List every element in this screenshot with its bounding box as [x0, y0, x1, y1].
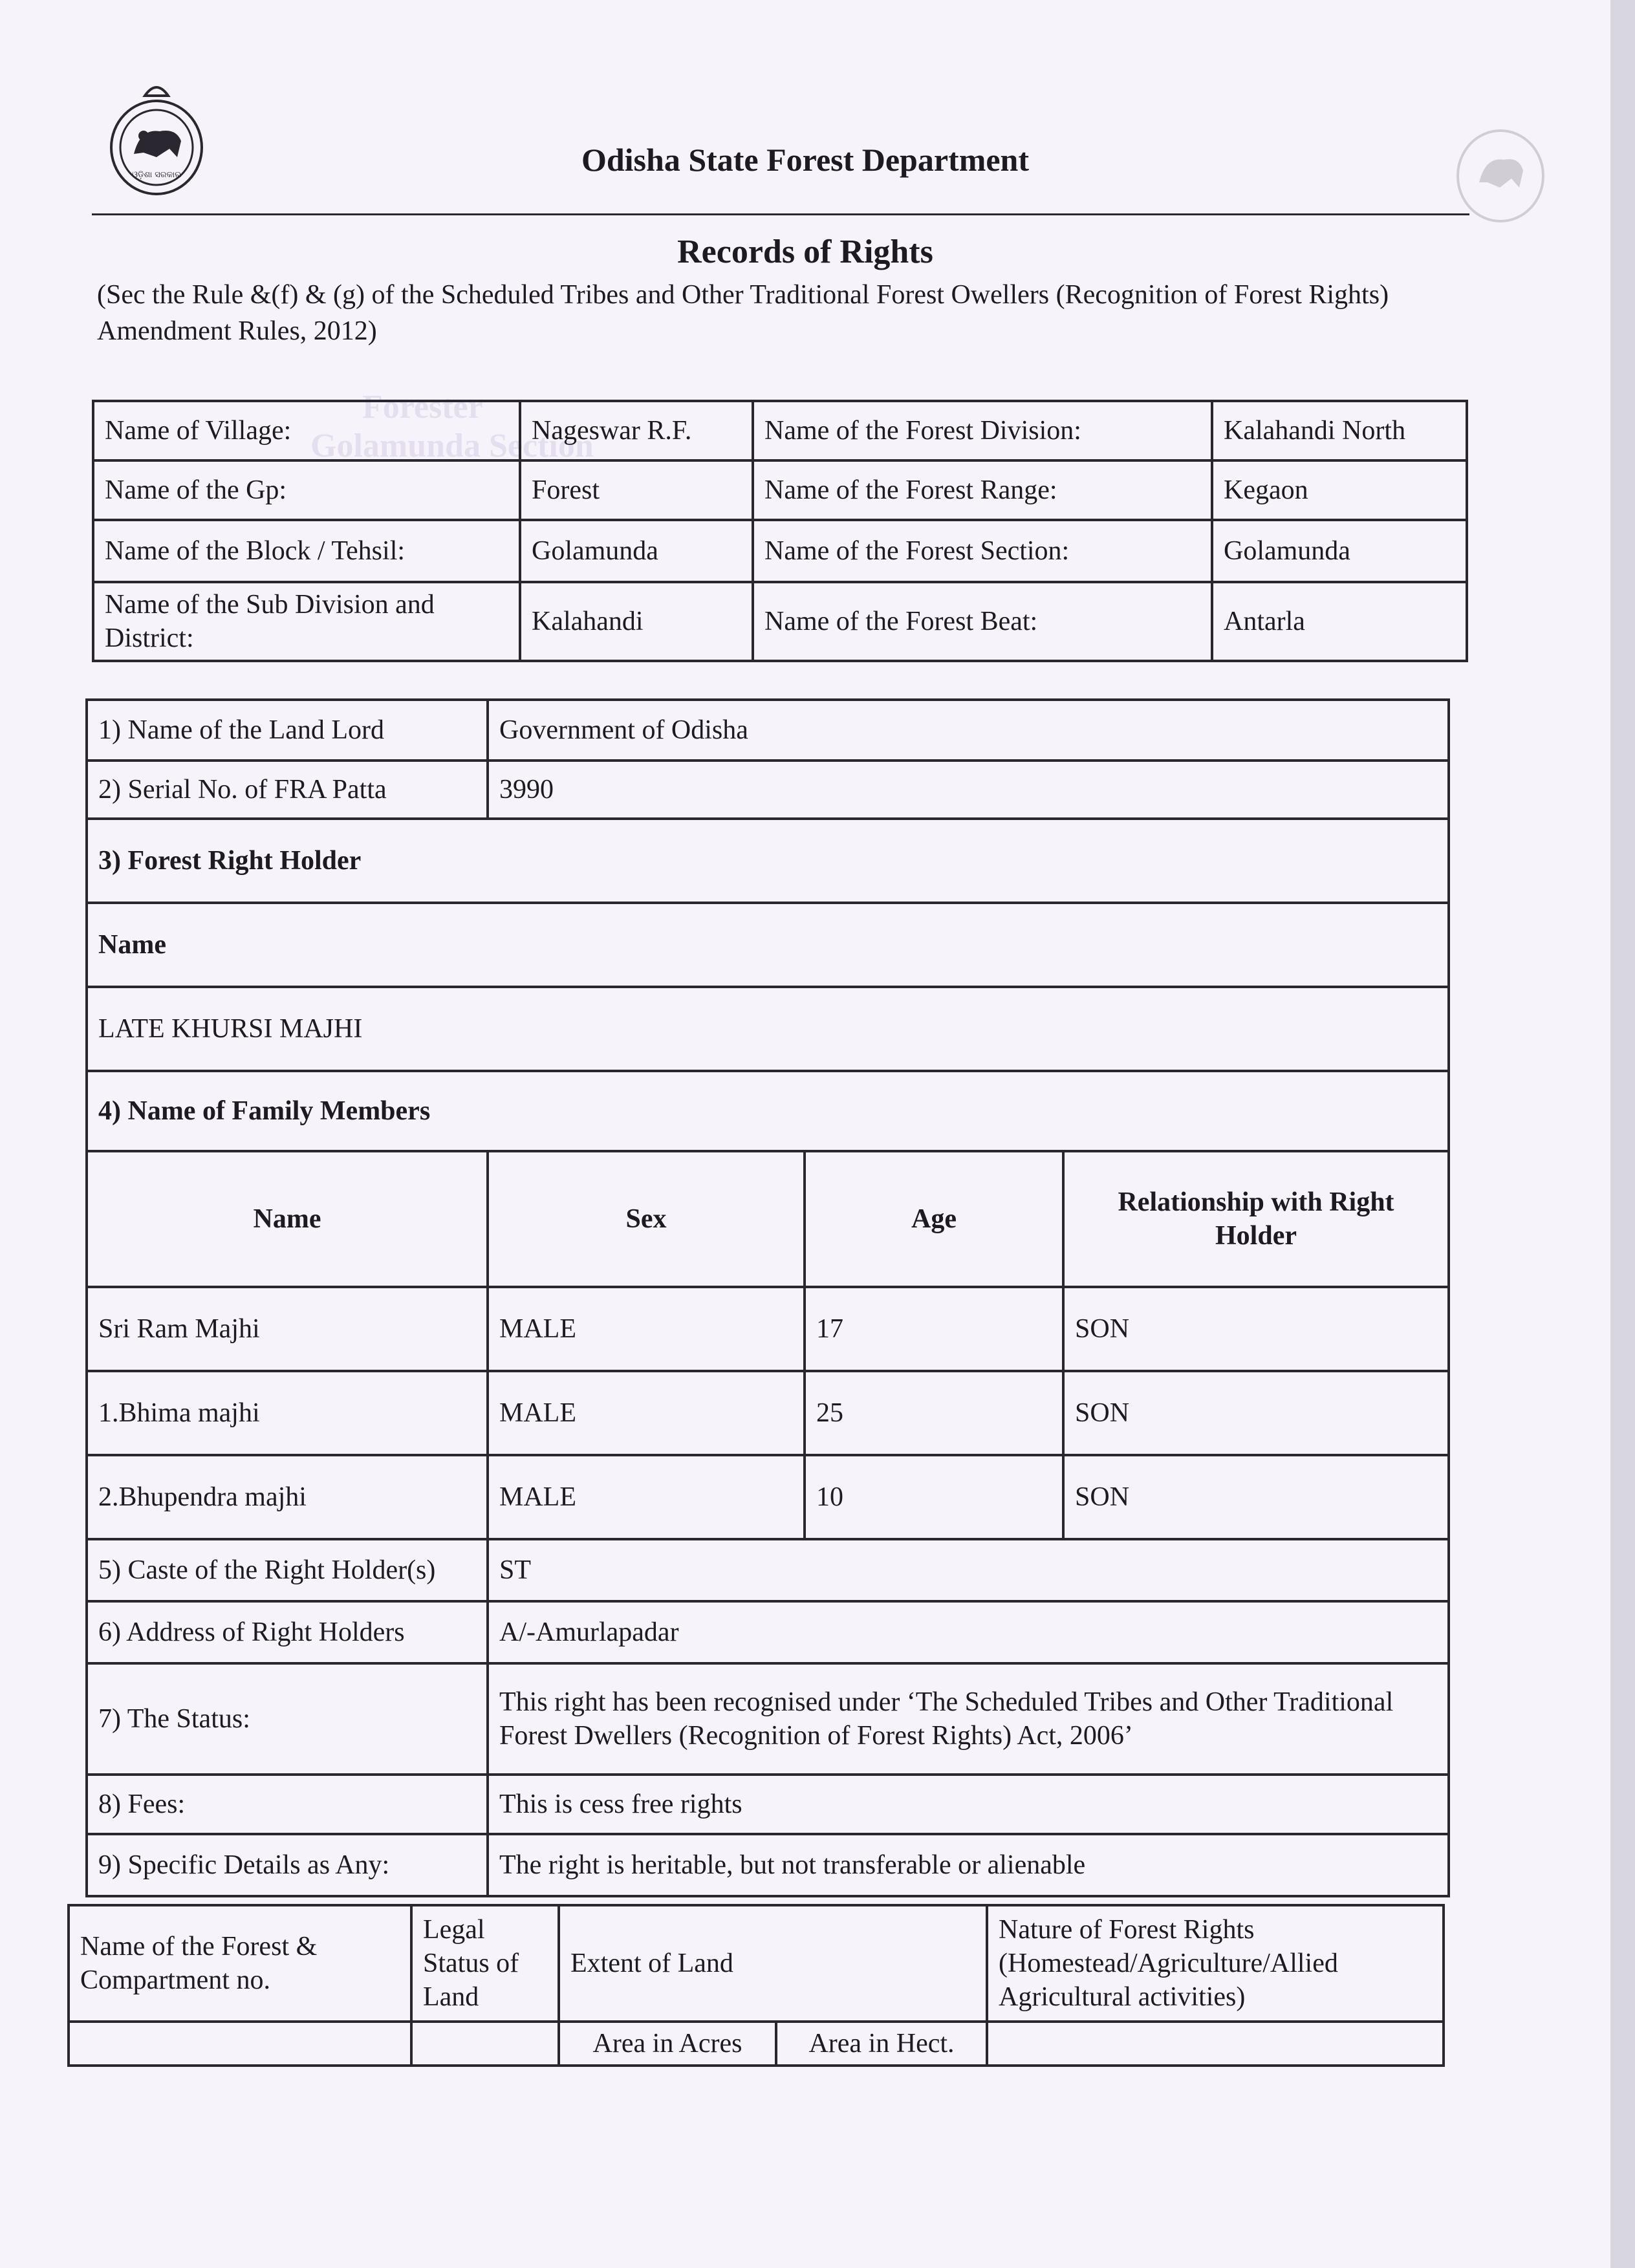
details-value: The right is heritable, but not transferable or alienable: [488, 1834, 1449, 1896]
member-name: 2.Bhupendra majhi: [87, 1455, 488, 1539]
serial-value: 3990: [488, 761, 1449, 819]
details-label: 9) Specific Details as Any:: [87, 1834, 488, 1896]
column-header-sex: Sex: [488, 1151, 805, 1287]
document-title: Records of Rights: [677, 233, 933, 270]
table-row: [93, 520, 1467, 582]
seal-text: ଓଡ଼ିଶା ସରକାର: [131, 170, 182, 180]
table-row: [93, 401, 1467, 460]
member-name: Sri Ram Majhi: [87, 1287, 488, 1371]
table-row: [87, 1287, 1449, 1371]
sub-division-value: Kalahandi: [520, 582, 753, 661]
forest-section-value: Golamunda: [1212, 520, 1467, 582]
caste-value: ST: [488, 1539, 1449, 1601]
village-value: Nageswar R.F.: [520, 401, 753, 460]
table-row: [87, 1455, 1449, 1539]
table-row: [93, 460, 1467, 520]
member-relationship: SON: [1063, 1287, 1449, 1371]
empty-cell: [411, 2022, 559, 2066]
member-age: 17: [805, 1287, 1063, 1371]
column-header-name: Name: [87, 1151, 488, 1287]
member-name: 1.Bhima majhi: [87, 1371, 488, 1455]
table-row: [87, 1775, 1449, 1834]
forest-compartment-header: Name of the Forest & Compartment no.: [69, 1905, 411, 2022]
area-hect-header: Area in Hect.: [776, 2022, 987, 2066]
status-line: Forest Dwellers (Recognition of Forest Rights) Act, 2006’: [499, 1721, 1133, 1751]
forest-range-value: Kegaon: [1212, 460, 1467, 520]
fees-value: This is cess free rights: [488, 1775, 1449, 1834]
empty-cell: [69, 2022, 411, 2066]
member-age: 10: [805, 1455, 1063, 1539]
status-label: 7) The Status:: [87, 1663, 488, 1775]
land-lord-value: Government of Odisha: [488, 700, 1449, 761]
forest-section-label: Name of the Forest Section:: [753, 520, 1212, 582]
status-line: This right has been recognised under ‘The Scheduled Tribes and Other Traditional: [499, 1687, 1394, 1717]
member-sex: MALE: [488, 1455, 805, 1539]
block-value: Golamunda: [520, 520, 753, 582]
holder-heading: 3) Forest Right Holder: [87, 819, 1449, 903]
column-header-age: Age: [805, 1151, 1063, 1287]
rule-reference: (Sec the Rule &(f) & (g) of the Scheduled Tribes and Other Traditional Forest Owellers (Recognition of Forest Rights) Amendment Rules, 2012): [97, 280, 1389, 346]
empty-cell: [987, 2022, 1444, 2066]
bleedthrough-stamp: Forester: [362, 389, 483, 426]
table-row: [87, 1663, 1449, 1775]
table-row: [87, 903, 1449, 987]
table-header-row: [69, 1905, 1444, 2022]
caste-label: 5) Caste of the Right Holder(s): [87, 1539, 488, 1601]
scan-edge: [1610, 0, 1635, 2268]
serial-label: 2) Serial No. of FRA Patta: [87, 761, 488, 819]
village-label: Name of Village:: [93, 401, 520, 460]
table-row: [87, 700, 1449, 761]
table-row: [87, 1071, 1449, 1151]
fees-label: 8) Fees:: [87, 1775, 488, 1834]
state-emblem-seal: [105, 76, 208, 199]
table-row: [87, 761, 1449, 819]
table-row: [87, 1371, 1449, 1455]
village-info-table: [92, 400, 1468, 662]
bleedthrough-stamp: Golamunda Section: [310, 427, 594, 464]
member-sex: MALE: [488, 1287, 805, 1371]
gp-value: Forest: [520, 460, 753, 520]
table-row: [87, 1601, 1449, 1663]
record-table: [85, 698, 1450, 1897]
land-details-table: [67, 1904, 1445, 2067]
name-heading: Name: [87, 903, 1449, 987]
land-lord-label: 1) Name of the Land Lord: [87, 700, 488, 761]
table-row: [87, 819, 1449, 903]
table-row: [87, 987, 1449, 1071]
status-value: [488, 1663, 1449, 1775]
table-row: [93, 582, 1467, 661]
table-header-row: [87, 1151, 1449, 1287]
extent-header: Extent of Land: [559, 1905, 987, 2022]
forest-beat-label: Name of the Forest Beat:: [753, 582, 1212, 661]
nature-header: Nature of Forest Rights (Homestead/Agriculture/Allied Agricultural activities): [987, 1905, 1444, 2022]
forest-division-value: Kalahandi North: [1212, 401, 1467, 460]
sub-division-label: Name of the Sub Division and District:: [93, 582, 520, 661]
member-relationship: SON: [1063, 1371, 1449, 1455]
legal-status-header: Legal Status of Land: [411, 1905, 559, 2022]
member-sex: MALE: [488, 1371, 805, 1455]
forest-range-label: Name of the Forest Range:: [753, 460, 1212, 520]
department-title: Odisha State Forest Department: [581, 142, 1030, 178]
family-heading: 4) Name of Family Members: [87, 1071, 1449, 1151]
area-acres-header: Area in Acres: [559, 2022, 776, 2066]
forest-beat-value: Antarla: [1212, 582, 1467, 661]
holder-name: LATE KHURSI MAJHI: [87, 987, 1449, 1071]
member-age: 25: [805, 1371, 1063, 1455]
gp-label: Name of the Gp:: [93, 460, 520, 520]
block-label: Name of the Block / Tehsil:: [93, 520, 520, 582]
table-row: [87, 1539, 1449, 1601]
address-value: A/-Amurlapadar: [488, 1601, 1449, 1663]
column-header-relationship: Relationship with Right Holder: [1063, 1151, 1449, 1287]
address-label: 6) Address of Right Holders: [87, 1601, 488, 1663]
forest-division-label: Name of the Forest Division:: [753, 401, 1212, 460]
header-rule: [92, 213, 1469, 215]
table-row: [87, 1834, 1449, 1896]
table-row: [69, 2022, 1444, 2066]
member-relationship: SON: [1063, 1455, 1449, 1539]
